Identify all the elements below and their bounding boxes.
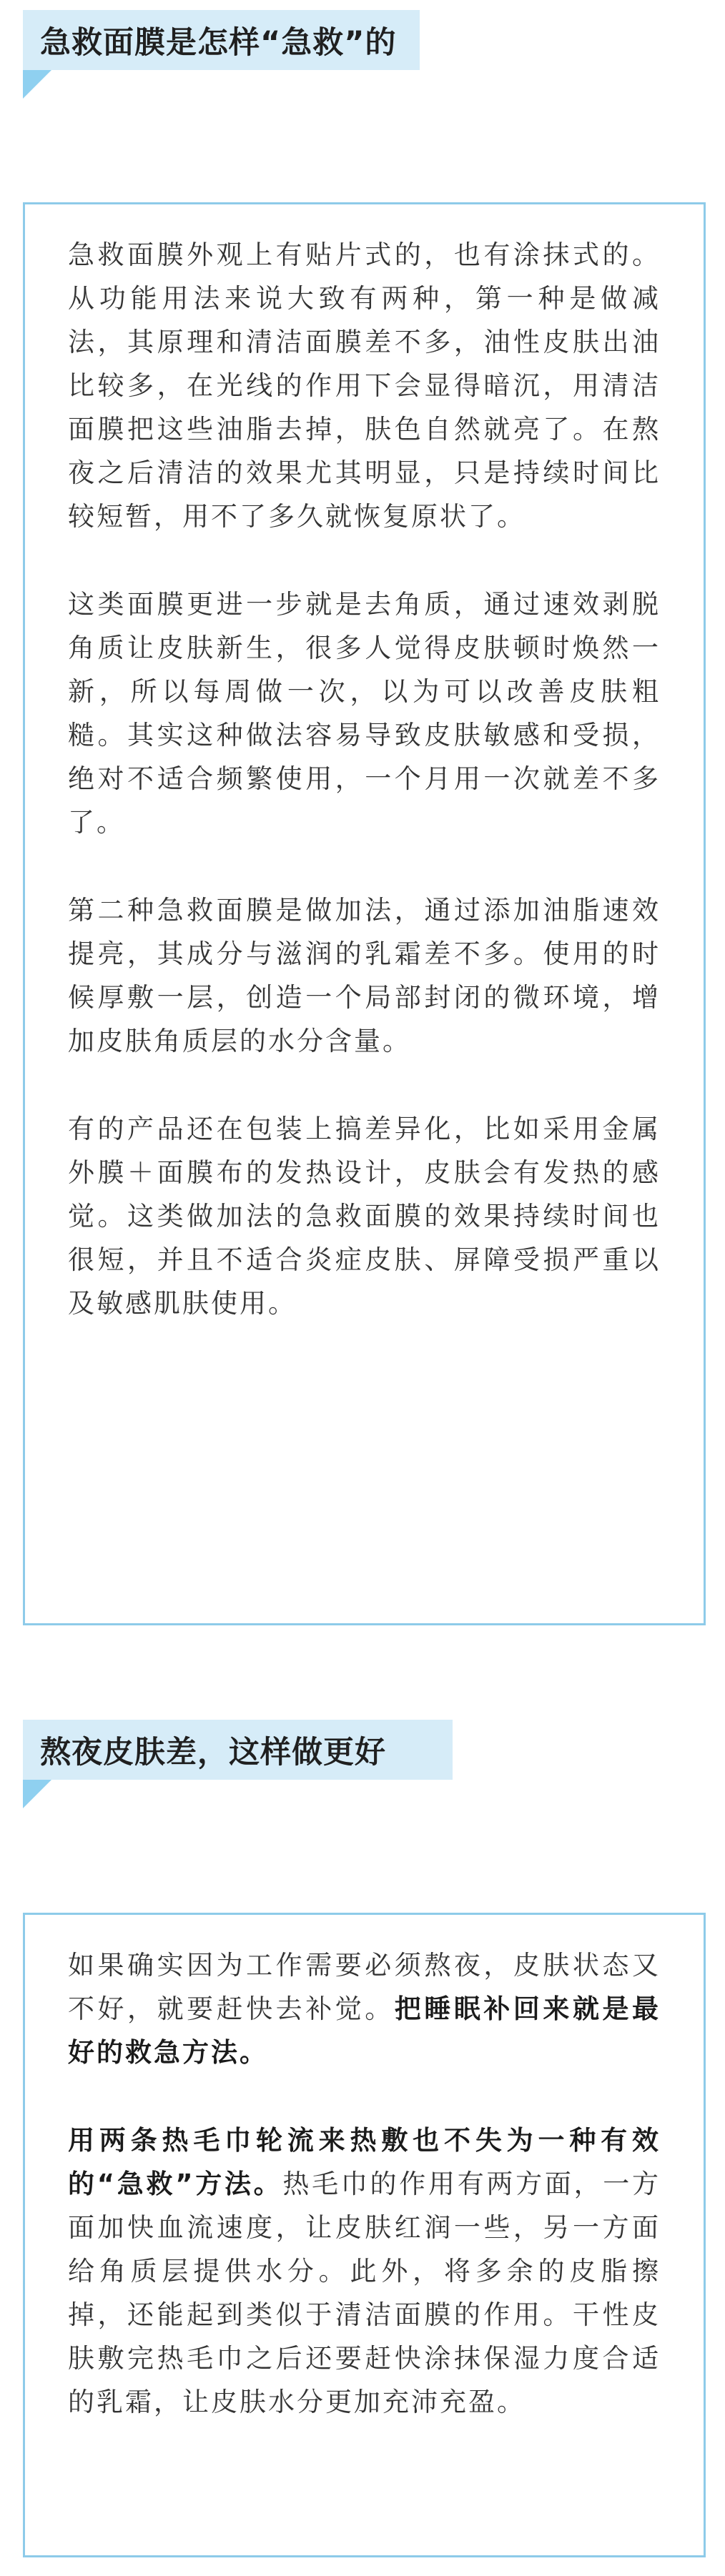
section-title-stay-up-late: 熬夜皮肤差，这样做更好: [40, 1734, 386, 1770]
paragraph: 有的产品还在包装上搞差异化，比如采用金属外膜＋面膜布的发热设计，皮肤会有发热的感觉。这类做加法的急救面膜的效果持续时间也很短，并且不适合炎症皮肤、屏障受损严重以及敏感肌肤使用。: [68, 1114, 661, 1319]
key-point-text: 用两条热毛巾轮流来热敷也不失为一种有效的“急救”方法。: [68, 2125, 661, 2199]
article-box-stay-up-late: [23, 1913, 706, 2557]
heading-tail-decoration-1: [23, 70, 51, 99]
paragraph-text: 热毛巾的作用有两方面，一方面加快血流速度，让皮肤红润一些，另一方面给角质层提供水分。此外，将多余的皮脂擦掉，还能起到类似于清洁面膜的作用。干性皮肤敷完热毛巾之后还要赶快涂抹保湿力度合适的乳霜，让皮肤水分更加充沛充盈。: [68, 2169, 661, 2417]
paragraph: 这类面膜更进一步就是去角质，通过速效剥脱角质让皮肤新生，很多人觉得皮肤顿时焕然一新，所以每周做一次，以为可以改善皮肤粗糙。其实这种做法容易导致皮肤敏感和受损，绝对不适合频繁使用，一个月用一次就差不多了。: [68, 589, 661, 838]
key-point-text: 把睡眠补回来就是最好的救急方法。: [68, 1993, 661, 2068]
article-box-emergency-mask: [23, 202, 706, 1625]
heading-tail-decoration-2: [23, 1780, 51, 1808]
paragraph: 急救面膜外观上有贴片式的，也有涂抹式的。从功能用法来说大致有两种，第一种是做减法，其原理和清洁面膜差不多，油性皮肤出油比较多，在光线的作用下会显得暗沉，用清洁面膜把这些油脂去掉，肤色自然就亮了。在熬夜之后清洁的效果尤其明显，只是持续时间比较短暂，用不了多久就恢复原状了。: [68, 239, 661, 532]
paragraph: [68, 2119, 661, 2424]
section-heading-2: [23, 1720, 453, 1780]
section-title-emergency-mask: 急救面膜是怎样“急救”的: [40, 24, 397, 61]
paragraph: [68, 1943, 661, 2074]
paragraph: 第二种急救面膜是做加法，通过添加油脂速效提亮，其成分与滋润的乳霜差不多。使用的时候厚敷一层，创造一个局部封闭的微环境，增加皮肤角质层的水分含量。: [68, 895, 661, 1056]
section-heading-1: [23, 10, 420, 70]
paragraph-text: 如果确实因为工作需要必须熬夜，皮肤状态又不好，就要赶快去补觉。: [68, 1950, 661, 2024]
